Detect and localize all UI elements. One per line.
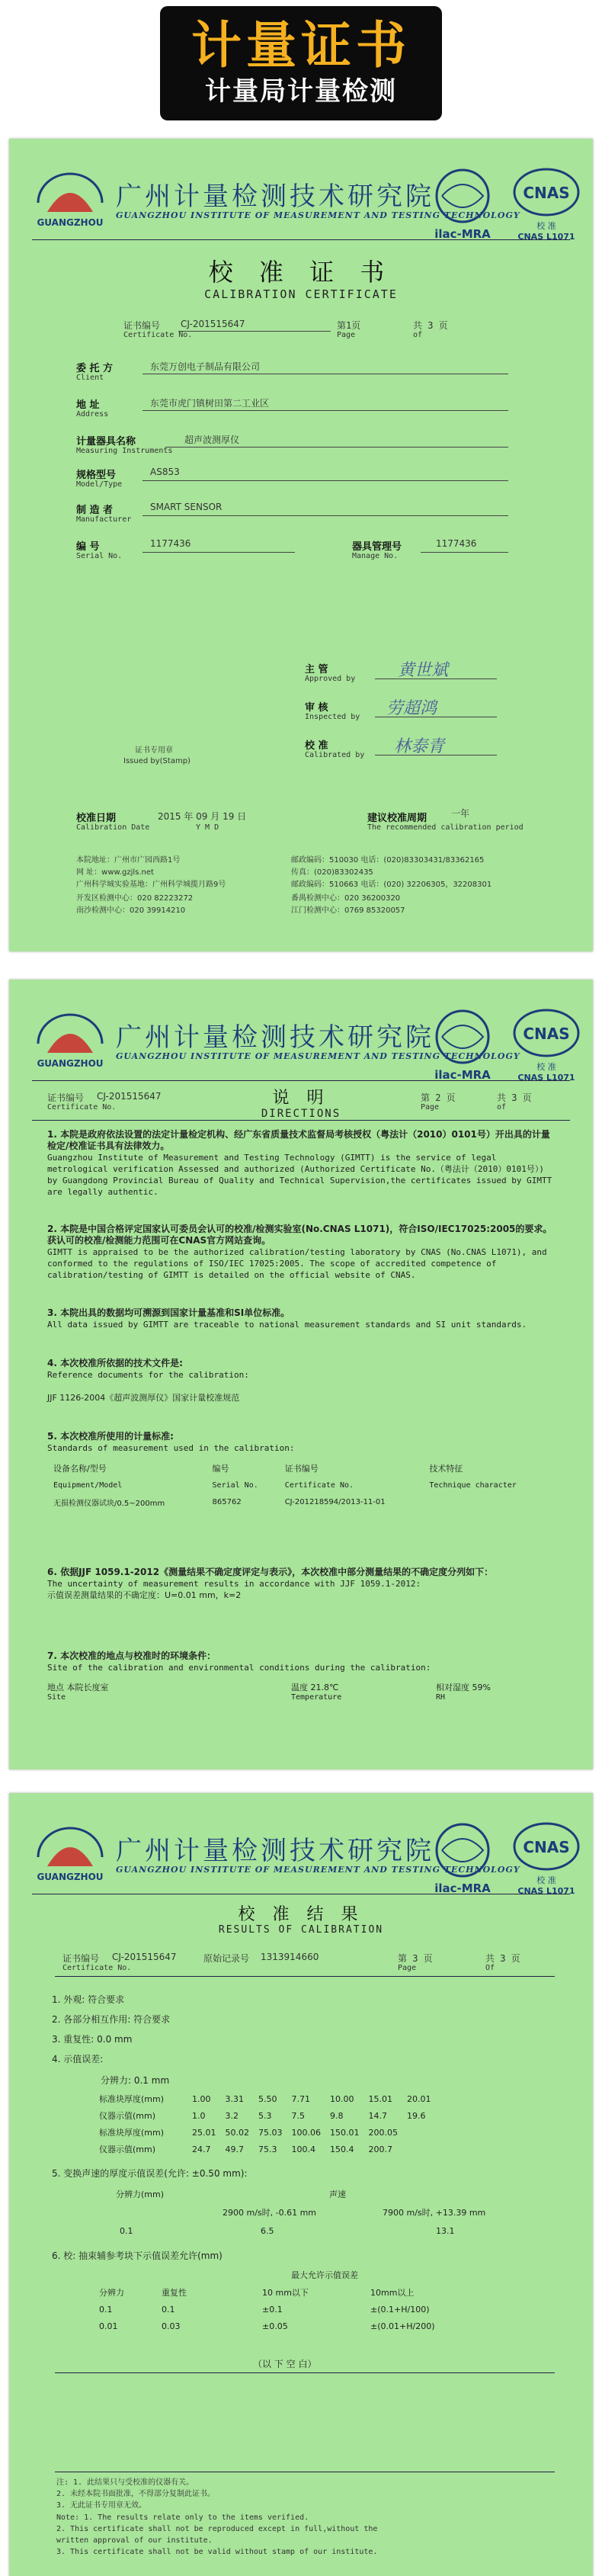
table-header-en: Certificate No.: [284, 1480, 354, 1490]
table-cell: 7.71: [291, 2093, 310, 2104]
table-cell: 3.2: [225, 2110, 239, 2121]
result-line: 4. 示值误差:: [52, 2054, 104, 2064]
approver-label-en: Approved by: [305, 675, 356, 683]
temperature-label-en: Temperature: [291, 1693, 342, 1702]
approver-underline: [375, 678, 497, 679]
institute-header: [9, 162, 593, 245]
table-header-en: Serial No.: [212, 1480, 258, 1490]
direction-item-cn: 7. 本次校准的地点与校准时的环境条件：: [47, 1651, 216, 1661]
results-end-rule: [55, 2372, 555, 2373]
contact-right-line: 番禺检测中心：020 36200320: [291, 894, 401, 903]
site-label: 地点 本院长度室: [47, 1683, 109, 1692]
instrument-label-en: Measuring Instruments: [76, 447, 173, 455]
client-value: 东莞万创电子制品有限公司: [150, 361, 261, 372]
blank-marker: （以 下 空 白）: [253, 2359, 317, 2369]
date-ymd-en: Y M D: [196, 823, 219, 832]
table-cell: 9.8: [330, 2110, 344, 2121]
ilac-mra-logo-icon: [421, 1002, 504, 1086]
cnas-sub: 校 准: [536, 1875, 556, 1885]
contact-right-line: 江门检测中心：0769 85320057: [291, 906, 405, 915]
institute-logo-icon: [32, 1007, 108, 1076]
sound-row-cell: 0.1: [120, 2226, 133, 2236]
direction-item-en: The uncertainty of measurement results in accordance with JJF 1059.1-2012:: [47, 1579, 421, 1589]
note-line: 注: 1. 此结果只与受校准的仪器有关。: [56, 2478, 194, 2487]
cert-no-value: CJ-201515647: [112, 1952, 177, 1962]
table-header-row-en: [49, 1477, 552, 1493]
date-label: 校准日期: [76, 813, 117, 824]
direction-item-en: Site of the calibration and environmental conditions during the calibration:: [47, 1663, 431, 1673]
table-cell: 10.00: [330, 2093, 354, 2104]
model-label: 规格型号: [76, 470, 117, 481]
table-cell: 49.7: [225, 2144, 244, 2154]
ilac-text: ilac-MRA: [434, 227, 491, 241]
serial-value: 1177436: [150, 538, 191, 549]
temperature-label: 温度 21.8℃: [291, 1683, 339, 1692]
table-header-en: Equipment/Model: [53, 1480, 123, 1490]
of-label: 共 3 页: [413, 320, 448, 331]
address-label-en: Address: [76, 410, 109, 419]
page-label-en: Page: [337, 331, 356, 339]
contact-right-line: 传真：(020)83302435: [291, 868, 373, 877]
table-cell: 20.01: [407, 2093, 431, 2104]
directions-rule: [32, 1120, 570, 1121]
manage-label-en: Manage No.: [352, 552, 399, 560]
instrument-label: 计量器具名称: [76, 436, 136, 448]
table-cell: 50.02: [225, 2127, 249, 2138]
table-cell: 75.03: [258, 2127, 283, 2138]
next-period-label: 建议校准周期: [367, 813, 427, 824]
address-label: 地 址: [76, 399, 100, 411]
results-title-cn: 校 准 结 果: [238, 1905, 364, 1924]
table-header-row: [49, 1460, 552, 1477]
note-line: Note: 1. The results relate only to the items verified.: [56, 2513, 309, 2522]
cnas-logo-icon: [504, 1816, 588, 1900]
inspector-label: 审 核: [305, 702, 328, 714]
table-header-row: [94, 2284, 439, 2301]
direction-item-cn: 3. 本院出具的数据均可溯源到国家计量基准和SI单位标准。: [47, 1307, 290, 1318]
serial-label: 编 号: [76, 541, 100, 553]
certificate-page-1: [9, 139, 593, 951]
sound-value: 7900 m/s时, +13.39 mm: [383, 2208, 486, 2218]
banner-title: 计量证书: [191, 16, 411, 75]
institute-name-en: GUANGZHOU INSTITUTE OF MEASUREMENT AND TESTING TECHNOLOGY: [116, 210, 520, 220]
table-cell: 14.7: [368, 2110, 387, 2121]
stamp-label: 证书专用章: [135, 746, 173, 755]
institute-header: [9, 1002, 593, 1086]
page-label: 第 2 页: [421, 1092, 456, 1103]
indication-error-table: [94, 2090, 436, 2157]
humidity-label-en: RH: [436, 1693, 446, 1702]
page-label: 第 3 页: [398, 1953, 433, 1964]
cnas-code: CNAS L1071: [517, 1886, 575, 1896]
certificate-page-2: [9, 980, 593, 1769]
results-rule: [55, 1976, 555, 1977]
direction-item-2: [47, 1224, 555, 1281]
table-header: 10mm以上: [370, 2288, 415, 2298]
table-header: 重复性: [162, 2288, 187, 2298]
manage-label: 器具管理号: [352, 541, 402, 553]
logo-text: GUANGZHOU: [37, 217, 104, 228]
result-line: 6. 校: 抽束辅参考块下示值误差允许(mm): [52, 2250, 223, 2261]
table-header: 分辨力: [99, 2288, 124, 2298]
site-label-en: Site: [47, 1693, 66, 1702]
calibrator-label: 校 准: [305, 740, 328, 752]
cert-no-label: 证书编号: [47, 1092, 85, 1103]
client-label: 委 托 方: [76, 363, 114, 374]
table-cell: 0.1: [162, 2304, 175, 2315]
sound-value: 2900 m/s时, -0.61 mm: [223, 2208, 317, 2218]
inspector-signature: 劳超鸿: [386, 699, 437, 718]
direction-item-en: Standards of measurement used in the calibration:: [47, 1443, 295, 1453]
next-period-value: 一年: [451, 808, 470, 819]
serial-underline: [142, 552, 295, 553]
contact-right-line: 邮政编码：510663 电话：(020) 32206305，32208301: [291, 881, 492, 889]
instrument-value: 超声波测厚仪: [184, 435, 240, 445]
result-line: 5. 变换声速的厚度示值误差(允许: ±0.50 mm):: [52, 2168, 248, 2179]
maker-value: SMART SENSOR: [150, 502, 223, 512]
institute-logo-icon: [32, 166, 108, 235]
table-cell: 19.6: [407, 2110, 426, 2121]
table-cell: 1.00: [192, 2093, 211, 2104]
institute-name-en: GUANGZHOU INSTITUTE OF MEASUREMENT AND TESTING TECHNOLOGY: [116, 1051, 520, 1061]
cnas-text: CNAS: [523, 1025, 570, 1043]
table-cell: ±(0.01+H/200): [370, 2321, 435, 2331]
direction-item-en: Reference documents for the calibration:: [47, 1370, 249, 1380]
manage-value: 1177436: [436, 538, 477, 549]
logo-text: GUANGZHOU: [37, 1058, 104, 1069]
serial-label-en: Serial No.: [76, 552, 123, 560]
table-header-en: Technique character: [429, 1480, 517, 1490]
direction-item-1: [47, 1129, 555, 1198]
page-label-en: Page: [421, 1103, 440, 1112]
stamp-label-en: Issued by(Stamp): [123, 757, 191, 765]
contact-left-line: 本院地址：广州市广园西路1号: [76, 856, 181, 865]
cnas-text: CNAS: [523, 184, 570, 202]
institute-name-cn: 广州计量检测技术研究院: [116, 181, 434, 212]
cnas-code: CNAS L1071: [517, 1073, 575, 1083]
direction-item-cn: 4. 本次校准所依据的技术文件是:: [47, 1358, 183, 1368]
cnas-code: CNAS L1071: [517, 232, 575, 242]
table-row: [94, 2141, 436, 2157]
table-row: [94, 2124, 436, 2141]
result-line: 2. 各部分相互作用: 符合要求: [52, 2014, 171, 2025]
table-header: 设备名称/型号: [53, 1464, 107, 1474]
maker-underline: [142, 515, 508, 516]
cert-no-underline: [178, 331, 331, 332]
contact-left-line: 南沙检测中心：020 39914210: [76, 906, 186, 915]
note-line: 2. This certificate shall not be reproduced except in full,without the: [56, 2525, 378, 2533]
cnas-logo-icon: [504, 162, 588, 245]
model-value: AS853: [150, 467, 180, 477]
table-header: 技术特征: [429, 1464, 463, 1474]
direction-item-4: [47, 1358, 555, 1403]
cert-title-cn: 校 准 证 书: [208, 258, 394, 287]
cnas-logo-icon: [504, 1002, 588, 1086]
institute-name-cn: 广州计量检测技术研究院: [116, 1836, 434, 1866]
table-cell: 无损检测仪器试块/0.5~200mm: [53, 1499, 165, 1508]
table-cell: 15.01: [368, 2093, 392, 2104]
ilac-text: ilac-MRA: [434, 1881, 491, 1895]
table-row: [49, 1493, 552, 1510]
cert-no-label-en: Certificate No.: [123, 331, 193, 339]
table-cell: ±(0.1+H/100): [370, 2304, 430, 2315]
cert-no-label-en: Certificate No.: [62, 1964, 132, 1972]
direction-item-6: [47, 1567, 555, 1601]
table-cell: 100.06: [291, 2127, 321, 2138]
model-underline: [142, 480, 508, 481]
next-period-label-en: The recommended calibration period: [367, 823, 524, 832]
of-label-en: Of: [485, 1964, 495, 1972]
logo-text: GUANGZHOU: [37, 1872, 104, 1882]
table-cell: 865762: [212, 1497, 242, 1506]
direction-item-en: GIMTT is appraised to be the authorized calibration/testing laboratory by CNAS (No.CNAS L1071), and conformed to the regulations of ISO/IEC 17025:2005. The scope of accredited competence of calibration/testing of GIMTT is detailed on the official website of CNAS.: [47, 1247, 547, 1280]
model-label-en: Model/Type: [76, 480, 123, 489]
table-header: 10 mm以下: [262, 2288, 309, 2298]
table-cell: [402, 2141, 436, 2157]
sound-row-cell: 6.5: [261, 2226, 274, 2236]
cnas-sub: 校 准: [536, 221, 556, 231]
ilac-mra-logo-icon: [421, 162, 504, 245]
contact-left-line: 广州科学城实验基地：广州科学城揽月路9号: [76, 881, 226, 889]
direction-item-3: [47, 1307, 555, 1330]
contact-right-line: 邮政编码：510030 电话：(020)83303431/83362165: [291, 856, 485, 865]
cert-no-label-en: Certificate No.: [47, 1103, 117, 1112]
of-label: 共 3 页: [497, 1092, 532, 1103]
table-cell: 0.01: [99, 2321, 118, 2331]
table-cell: 标准块厚度(mm): [99, 2128, 165, 2138]
inspector-label-en: Inspected by: [305, 713, 360, 721]
permissible-error-table: [94, 2284, 439, 2334]
result-line: 1. 外观: 符合要求: [52, 1994, 125, 2005]
table-cell: ±0.05: [262, 2321, 288, 2331]
ilac-text: ilac-MRA: [434, 1068, 491, 1082]
note-line: 3. 无此证书专用章无效。: [56, 2501, 147, 2510]
certificate-page-3: [9, 1793, 593, 2576]
header-rule: [32, 1080, 570, 1081]
cert-no-label: 证书编号: [62, 1953, 100, 1964]
note-line: written approval of our institute.: [56, 2536, 213, 2545]
table-cell: 5.3: [258, 2110, 272, 2121]
contact-left-line: 网 址：www.gzjls.net: [76, 868, 154, 877]
calibrator-label-en: Calibrated by: [305, 751, 365, 759]
institute-header: [9, 1816, 593, 1900]
direction-item-7: [47, 1651, 555, 1673]
table-cell: 200.05: [368, 2127, 398, 2138]
table-cell: 1.0: [192, 2110, 206, 2121]
direction-item-en: Guangzhou Institute of Measurement and Testing Technology (GIMTT) is the service of legal metrological verification Assessed and authorized (Authorized Certificate No.（粤法计（2010）0101号）) by Guangdong Provincial Bureau of Quality and Technical Supervision,the certificates issued by GIMTT are legally authentic.: [47, 1153, 552, 1197]
maker-label: 制 造 者: [76, 505, 114, 516]
table-cell: 100.4: [291, 2144, 315, 2154]
table-cell: 24.7: [192, 2144, 211, 2154]
approver-signature: 黄世斌: [398, 661, 449, 680]
table-cell: 仪器示值(mm): [99, 2111, 156, 2121]
table-row: [94, 2301, 439, 2318]
header-rule: [32, 239, 570, 240]
banner: [160, 6, 442, 120]
table-header: 证书编号: [284, 1464, 319, 1474]
page-label-en: Page: [398, 1964, 417, 1972]
uncertainty-value: 示值误差测量结果的不确定度：U=0.01 mm，k=2: [47, 1590, 242, 1600]
sound-head: 分辨力(mm): [116, 2189, 165, 2199]
of-label-en: of: [413, 331, 423, 339]
note-line: 2. 未经本院书面批准，不得部分复制此证书。: [56, 2490, 216, 2498]
calibrator-signature: 林泰青: [394, 737, 445, 756]
table-header: 编号: [212, 1464, 229, 1474]
max-permissible-label: 最大允许示值误差: [291, 2270, 358, 2280]
institute-name-cn: 广州计量检测技术研究院: [116, 1022, 434, 1053]
cert-no-value: CJ-201515647: [97, 1091, 162, 1102]
table-cell: 0.03: [162, 2321, 181, 2331]
contact-left-line: 开发区检测中心：020 82223272: [76, 894, 194, 903]
direction-item-5: [47, 1431, 555, 1454]
results-title-en: RESULTS OF CALIBRATION: [218, 1924, 384, 1936]
ilac-mra-logo-icon: [421, 1816, 504, 1900]
table-cell: 3.31: [225, 2093, 244, 2104]
reference-document: JJF 1126-2004《超声波测厚仪》国家计量校准规范: [47, 1393, 240, 1403]
address-value: 东莞市虎门镇树田第二工业区: [150, 398, 270, 409]
sound-row-cell: 13.1: [436, 2226, 455, 2236]
address-underline: [142, 410, 508, 411]
directions-title-en: DIRECTIONS: [261, 1108, 341, 1120]
table-row: [94, 2107, 436, 2124]
table-cell: 150.4: [330, 2144, 354, 2154]
page-label: 第1页: [337, 320, 361, 331]
institute-logo-icon: [32, 1821, 108, 1889]
of-label: 共 3 页: [485, 1953, 520, 1964]
record-no-value: 1313914660: [261, 1952, 319, 1962]
table-cell: 0.1: [99, 2304, 113, 2315]
cert-title-en: CALIBRATION CERTIFICATE: [204, 287, 398, 301]
directions-title-cn: 说 明: [272, 1089, 330, 1108]
direction-item-en: All data issued by GIMTT are traceable to national measurement standards and SI unit standards.: [47, 1320, 527, 1330]
cnas-text: CNAS: [523, 1838, 570, 1856]
table-cell: 200.7: [368, 2144, 392, 2154]
table-cell: 标准块厚度(mm): [99, 2094, 165, 2104]
approver-label: 主 管: [305, 664, 328, 675]
table-cell: 25.01: [192, 2127, 216, 2138]
table-cell: 5.50: [258, 2093, 277, 2104]
of-label-en: of: [497, 1103, 507, 1112]
direction-item-cn: 6. 依据JJF 1059.1-2012《测量结果不确定度评定与表示》，本次校准中部分测量结果的不确定度分列如下：: [47, 1567, 494, 1577]
cnas-sub: 校 准: [536, 1062, 556, 1072]
direction-item-cn: 1. 本院是政府依法设置的法定计量检定机构、经广东省质量技术监督局考核授权（粤法计（2010）0101号）开出具的计量检定/校准证书具有法律效力。: [47, 1129, 550, 1151]
humidity-label: 相对湿度 59%: [436, 1683, 491, 1692]
maker-label-en: Manufacturer: [76, 515, 132, 524]
table-cell: 仪器示值(mm): [99, 2145, 156, 2154]
table-row: [94, 2090, 436, 2107]
standards-table: [49, 1460, 552, 1510]
record-no-label: 原始记录号: [203, 1953, 250, 1964]
table-cell: 150.01: [330, 2127, 360, 2138]
table-cell: 7.5: [291, 2110, 305, 2121]
table-row: [94, 2318, 439, 2334]
table-cell: 75.3: [258, 2144, 277, 2154]
date-label-en: Calibration Date: [76, 823, 150, 832]
result-line: 3. 重复性: 0.0 mm: [52, 2034, 133, 2045]
result-line: 分辨力: 0.1 mm: [101, 2075, 170, 2086]
client-label-en: Client: [76, 374, 104, 382]
instrument-underline: [165, 447, 508, 448]
cert-no-label: 证书编号: [123, 320, 161, 331]
sound-head: 声速: [329, 2189, 346, 2199]
note-line: 3. This certificate shall not be valid without stamp of our institute.: [56, 2548, 378, 2556]
table-cell: [402, 2124, 436, 2141]
date-value: 2015 年 09 月 19 日: [158, 811, 247, 822]
table-cell: [424, 1493, 552, 1510]
institute-name-en: GUANGZHOU INSTITUTE OF MEASUREMENT AND TESTING TECHNOLOGY: [116, 1865, 520, 1875]
table-cell: ±0.1: [262, 2304, 283, 2315]
table-cell: CJ-201218594/2013-11-01: [284, 1497, 386, 1506]
cert-no-value: CJ-201515647: [181, 319, 245, 329]
direction-item-cn: 5. 本次校准所使用的计量标准:: [47, 1431, 174, 1442]
manage-underline: [421, 552, 508, 553]
direction-item-cn: 2. 本院是中国合格评定国家认可委员会认可的校准/检测实验室(No.CNAS L1071)，符合ISO/IEC17025:2005的要求。获认可的校准/检测能力范围可在CNAS官方网站查询。: [47, 1224, 552, 1246]
banner-subtitle: 计量局计量检测: [205, 76, 397, 107]
